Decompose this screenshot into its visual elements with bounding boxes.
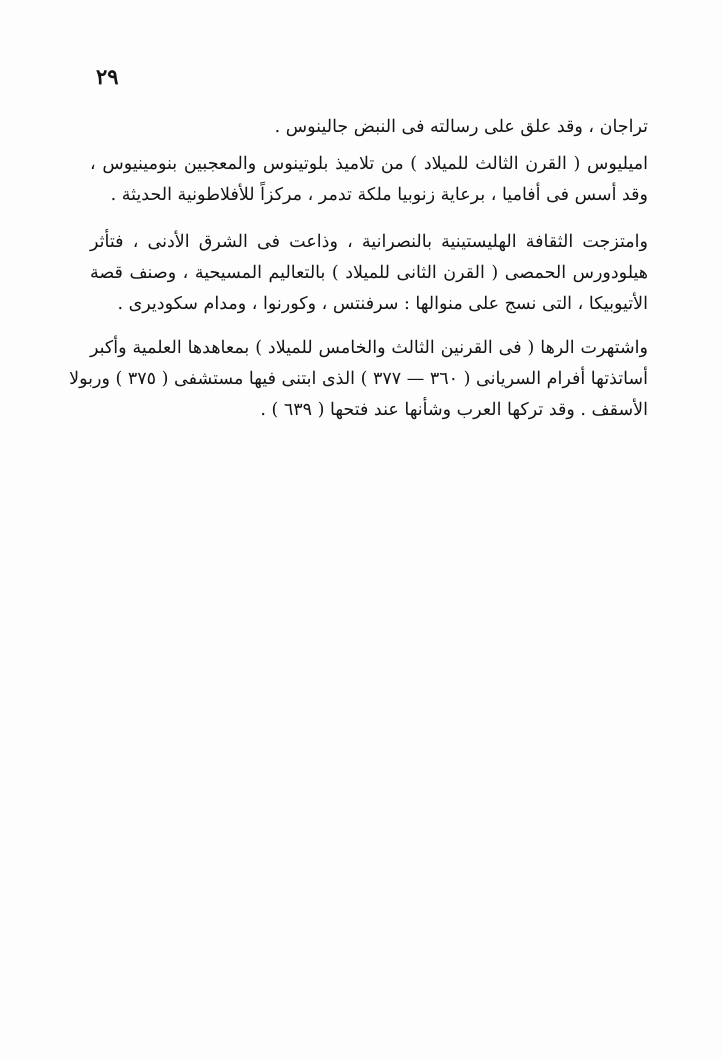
paragraph-3-line-2: هيلودورس الحمصى ( القرن الثانى للميلاد ) بالتعاليم المسيحية ، وصنف قصة xyxy=(90,263,648,283)
paragraph-4-line-2: أساتذتها أفرام السريانى ( ٣٦٠ — ٣٧٧ ) الذى ابتنى فيها مستشفى ( ٣٧٥ ) وربولا xyxy=(69,369,648,389)
paragraph-4-line-1: واشتهرت الرها ( فى القرنين الثالث والخامس للميلاد ) بمعاهدها العلمية وأكبر xyxy=(90,338,648,358)
paragraph-2 xyxy=(90,149,648,211)
paragraph-3 xyxy=(90,227,648,320)
paragraph-4 xyxy=(69,333,648,426)
paragraph-1 xyxy=(90,112,648,143)
paragraph-2-line-1: اميليوس ( القرن الثالث للميلاد ) من تلاميذ بلوتينوس والمعجبين بنومينيوس ، xyxy=(90,154,648,174)
paragraph-2-line-2: وقد أسس فى أفاميا ، برعاية زنوبيا ملكة تدمر ، مركزاً للأفلاطونية الحديثة . xyxy=(110,185,648,205)
paragraph-3-line-1: وامتزجت الثقافة الهليستينية بالنصرانية ، وذاعت فى الشرق الأدنى ، فتأثر xyxy=(90,232,648,252)
paragraph-3-line-3: الأتيوبيكا ، التى نسج على منوالها : سرفنتس ، وكورنوا ، ومدام سكوديرى . xyxy=(117,294,648,314)
page-number: ٢٩ xyxy=(96,64,119,89)
paragraph-4-line-3: الأسقف . وقد تركها العرب وشأنها عند فتحها ( ٦٣٩ ) . xyxy=(260,400,648,420)
paragraph-1-line-1: تراجان ، وقد علق على رسالته فى النبض جالينوس . xyxy=(274,117,648,137)
